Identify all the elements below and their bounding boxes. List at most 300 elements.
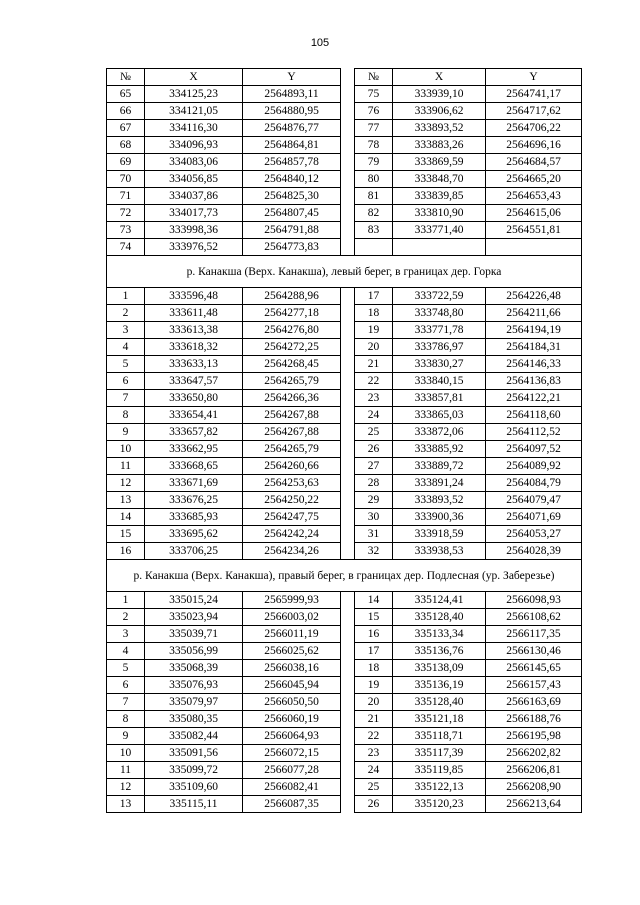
point-number <box>355 239 393 256</box>
column-separator <box>341 390 355 407</box>
table-row <box>107 171 582 188</box>
point-number: 17 <box>355 288 393 305</box>
x-coordinate: 333695,62 <box>145 526 243 543</box>
header-number: № <box>107 69 145 86</box>
point-number: 71 <box>107 188 145 205</box>
header-x: X <box>393 69 486 86</box>
y-coordinate: 2564234,26 <box>243 543 341 560</box>
y-coordinate: 2564684,57 <box>486 154 582 171</box>
y-coordinate: 2564089,92 <box>486 458 582 475</box>
x-coordinate: 333596,48 <box>145 288 243 305</box>
y-coordinate: 2566163,69 <box>486 694 582 711</box>
point-number: 67 <box>107 120 145 137</box>
point-number: 6 <box>107 373 145 390</box>
x-coordinate: 335068,39 <box>145 660 243 677</box>
coordinates-table-body <box>107 69 582 813</box>
column-separator <box>341 779 355 796</box>
table-row <box>107 745 582 762</box>
point-number: 16 <box>107 543 145 560</box>
y-coordinate: 2566188,76 <box>486 711 582 728</box>
table-row <box>107 103 582 120</box>
point-number: 6 <box>107 677 145 694</box>
point-number: 24 <box>355 762 393 779</box>
point-number: 70 <box>107 171 145 188</box>
x-coordinate: 333840,15 <box>393 373 486 390</box>
x-coordinate: 333885,92 <box>393 441 486 458</box>
point-number: 32 <box>355 543 393 560</box>
x-coordinate: 333706,25 <box>145 543 243 560</box>
point-number: 14 <box>107 509 145 526</box>
x-coordinate: 334125,23 <box>145 86 243 103</box>
x-coordinate: 333872,06 <box>393 424 486 441</box>
table-row <box>107 526 582 543</box>
y-coordinate: 2564267,88 <box>243 407 341 424</box>
x-coordinate: 333893,52 <box>393 492 486 509</box>
table-row <box>107 728 582 745</box>
column-separator <box>341 694 355 711</box>
y-coordinate: 2566011,19 <box>243 626 341 643</box>
point-number: 26 <box>355 441 393 458</box>
column-separator <box>341 356 355 373</box>
table-row <box>107 643 582 660</box>
y-coordinate: 2565999,93 <box>243 592 341 609</box>
column-separator <box>341 154 355 171</box>
y-coordinate: 2566077,28 <box>243 762 341 779</box>
x-coordinate: 335120,23 <box>393 796 486 813</box>
x-coordinate: 335117,39 <box>393 745 486 762</box>
point-number: 7 <box>107 694 145 711</box>
point-number: 76 <box>355 103 393 120</box>
table-header-row <box>107 69 582 86</box>
table-row <box>107 592 582 609</box>
table-row <box>107 543 582 560</box>
point-number: 26 <box>355 796 393 813</box>
table-row <box>107 288 582 305</box>
y-coordinate: 2566045,94 <box>243 677 341 694</box>
point-number: 5 <box>107 660 145 677</box>
y-coordinate: 2564028,39 <box>486 543 582 560</box>
y-coordinate: 2564079,47 <box>486 492 582 509</box>
x-coordinate: 335136,19 <box>393 677 486 694</box>
y-coordinate: 2564857,78 <box>243 154 341 171</box>
x-coordinate: 335080,35 <box>145 711 243 728</box>
point-number: 12 <box>107 779 145 796</box>
table-row <box>107 458 582 475</box>
column-separator <box>341 458 355 475</box>
column-separator <box>341 322 355 339</box>
x-coordinate: 335039,71 <box>145 626 243 643</box>
table-row <box>107 322 582 339</box>
x-coordinate <box>393 239 486 256</box>
y-coordinate: 2564741,17 <box>486 86 582 103</box>
x-coordinate: 333998,36 <box>145 222 243 239</box>
y-coordinate: 2564653,43 <box>486 188 582 205</box>
y-coordinate: 2566082,41 <box>243 779 341 796</box>
y-coordinate: 2564242,24 <box>243 526 341 543</box>
x-coordinate: 333657,82 <box>145 424 243 441</box>
x-coordinate: 333848,70 <box>393 171 486 188</box>
x-coordinate: 333891,24 <box>393 475 486 492</box>
point-number: 72 <box>107 205 145 222</box>
table-row <box>107 711 582 728</box>
table-row <box>107 779 582 796</box>
column-separator <box>341 288 355 305</box>
x-coordinate: 335122,13 <box>393 779 486 796</box>
table-row <box>107 441 582 458</box>
header-y: Y <box>486 69 582 86</box>
point-number: 10 <box>107 441 145 458</box>
y-coordinate: 2564097,52 <box>486 441 582 458</box>
y-coordinate: 2564260,66 <box>243 458 341 475</box>
y-coordinate: 2564265,79 <box>243 373 341 390</box>
x-coordinate: 335015,24 <box>145 592 243 609</box>
point-number: 8 <box>107 711 145 728</box>
x-coordinate: 335138,09 <box>393 660 486 677</box>
point-number: 8 <box>107 407 145 424</box>
x-coordinate: 333668,65 <box>145 458 243 475</box>
table-row <box>107 677 582 694</box>
table-row <box>107 86 582 103</box>
y-coordinate: 2566195,98 <box>486 728 582 745</box>
column-separator <box>341 69 355 86</box>
column-separator <box>341 609 355 626</box>
x-coordinate: 335121,18 <box>393 711 486 728</box>
column-separator <box>341 137 355 154</box>
y-coordinate: 2566145,65 <box>486 660 582 677</box>
y-coordinate: 2566098,93 <box>486 592 582 609</box>
point-number: 9 <box>107 424 145 441</box>
point-number: 18 <box>355 305 393 322</box>
x-coordinate: 333650,80 <box>145 390 243 407</box>
table-row <box>107 305 582 322</box>
column-separator <box>341 373 355 390</box>
point-number: 16 <box>355 626 393 643</box>
y-coordinate: 2566130,46 <box>486 643 582 660</box>
x-coordinate: 335082,44 <box>145 728 243 745</box>
y-coordinate: 2564184,31 <box>486 339 582 356</box>
point-number: 4 <box>107 339 145 356</box>
x-coordinate: 335115,11 <box>145 796 243 813</box>
point-number: 83 <box>355 222 393 239</box>
column-separator <box>341 660 355 677</box>
x-coordinate: 333857,81 <box>393 390 486 407</box>
y-coordinate: 2564146,33 <box>486 356 582 373</box>
section-heading-row <box>107 256 582 288</box>
y-coordinate: 2566025,62 <box>243 643 341 660</box>
point-number: 80 <box>355 171 393 188</box>
x-coordinate: 335079,97 <box>145 694 243 711</box>
y-coordinate: 2564696,16 <box>486 137 582 154</box>
y-coordinate: 2566208,90 <box>486 779 582 796</box>
point-number: 75 <box>355 86 393 103</box>
point-number: 15 <box>355 609 393 626</box>
point-number: 23 <box>355 745 393 762</box>
y-coordinate: 2564665,20 <box>486 171 582 188</box>
point-number: 3 <box>107 626 145 643</box>
x-coordinate: 334056,85 <box>145 171 243 188</box>
x-coordinate: 333771,40 <box>393 222 486 239</box>
column-separator <box>341 677 355 694</box>
y-coordinate: 2564276,80 <box>243 322 341 339</box>
table-row <box>107 694 582 711</box>
x-coordinate: 333830,27 <box>393 356 486 373</box>
point-number: 21 <box>355 356 393 373</box>
y-coordinate: 2564880,95 <box>243 103 341 120</box>
table-row <box>107 239 582 256</box>
y-coordinate: 2566064,93 <box>243 728 341 745</box>
x-coordinate: 335109,60 <box>145 779 243 796</box>
y-coordinate: 2564267,88 <box>243 424 341 441</box>
point-number: 13 <box>107 492 145 509</box>
point-number: 11 <box>107 458 145 475</box>
point-number: 21 <box>355 711 393 728</box>
y-coordinate: 2564112,52 <box>486 424 582 441</box>
point-number: 77 <box>355 120 393 137</box>
y-coordinate: 2564864,81 <box>243 137 341 154</box>
column-separator <box>341 475 355 492</box>
y-coordinate: 2566050,50 <box>243 694 341 711</box>
section-heading: р. Канакша (Верх. Канакша), левый берег, в границах дер. Горка <box>107 256 582 288</box>
y-coordinate: 2564250,22 <box>243 492 341 509</box>
column-separator <box>341 86 355 103</box>
table-row <box>107 660 582 677</box>
column-separator <box>341 103 355 120</box>
column-separator <box>341 509 355 526</box>
y-coordinate: 2564825,30 <box>243 188 341 205</box>
point-number: 65 <box>107 86 145 103</box>
x-coordinate: 333869,59 <box>393 154 486 171</box>
column-separator <box>341 205 355 222</box>
point-number: 66 <box>107 103 145 120</box>
point-number: 22 <box>355 373 393 390</box>
y-coordinate: 2566060,19 <box>243 711 341 728</box>
column-separator <box>341 339 355 356</box>
x-coordinate: 335128,40 <box>393 609 486 626</box>
y-coordinate: 2564288,96 <box>243 288 341 305</box>
column-separator <box>341 424 355 441</box>
column-separator <box>341 492 355 509</box>
y-coordinate: 2566038,16 <box>243 660 341 677</box>
x-coordinate: 334116,30 <box>145 120 243 137</box>
y-coordinate: 2564247,75 <box>243 509 341 526</box>
table-row <box>107 407 582 424</box>
x-coordinate: 333893,52 <box>393 120 486 137</box>
column-separator <box>341 239 355 256</box>
x-coordinate: 335119,85 <box>393 762 486 779</box>
table-row <box>107 390 582 407</box>
table-row <box>107 120 582 137</box>
y-coordinate: 2566072,15 <box>243 745 341 762</box>
point-number: 9 <box>107 728 145 745</box>
x-coordinate: 333647,57 <box>145 373 243 390</box>
y-coordinate: 2564266,36 <box>243 390 341 407</box>
y-coordinate: 2564551,81 <box>486 222 582 239</box>
column-separator <box>341 626 355 643</box>
y-coordinate: 2564211,66 <box>486 305 582 322</box>
y-coordinate: 2564118,60 <box>486 407 582 424</box>
point-number: 15 <box>107 526 145 543</box>
y-coordinate: 2564265,79 <box>243 441 341 458</box>
column-separator <box>341 407 355 424</box>
y-coordinate: 2566213,64 <box>486 796 582 813</box>
y-coordinate: 2564807,45 <box>243 205 341 222</box>
table-row <box>107 154 582 171</box>
y-coordinate <box>486 239 582 256</box>
point-number: 20 <box>355 694 393 711</box>
table-row <box>107 509 582 526</box>
section-heading-row <box>107 560 582 592</box>
x-coordinate: 333883,26 <box>393 137 486 154</box>
table-row <box>107 424 582 441</box>
point-number: 82 <box>355 205 393 222</box>
column-separator <box>341 592 355 609</box>
point-number: 12 <box>107 475 145 492</box>
x-coordinate: 335056,99 <box>145 643 243 660</box>
point-number: 29 <box>355 492 393 509</box>
x-coordinate: 334037,86 <box>145 188 243 205</box>
point-number: 23 <box>355 390 393 407</box>
y-coordinate: 2564253,63 <box>243 475 341 492</box>
x-coordinate: 333771,78 <box>393 322 486 339</box>
x-coordinate: 335099,72 <box>145 762 243 779</box>
coordinates-table <box>106 68 582 813</box>
column-separator <box>341 120 355 137</box>
point-number: 14 <box>355 592 393 609</box>
x-coordinate: 335091,56 <box>145 745 243 762</box>
point-number: 31 <box>355 526 393 543</box>
x-coordinate: 335133,34 <box>393 626 486 643</box>
point-number: 2 <box>107 609 145 626</box>
x-coordinate: 333906,62 <box>393 103 486 120</box>
y-coordinate: 2564893,11 <box>243 86 341 103</box>
point-number: 19 <box>355 322 393 339</box>
y-coordinate: 2564268,45 <box>243 356 341 373</box>
point-number: 13 <box>107 796 145 813</box>
y-coordinate: 2566206,81 <box>486 762 582 779</box>
y-coordinate: 2566108,62 <box>486 609 582 626</box>
point-number: 4 <box>107 643 145 660</box>
y-coordinate: 2566003,02 <box>243 609 341 626</box>
column-separator <box>341 526 355 543</box>
x-coordinate: 333633,13 <box>145 356 243 373</box>
column-separator <box>341 711 355 728</box>
point-number: 81 <box>355 188 393 205</box>
point-number: 1 <box>107 592 145 609</box>
y-coordinate: 2564840,12 <box>243 171 341 188</box>
x-coordinate: 335136,76 <box>393 643 486 660</box>
table-row <box>107 626 582 643</box>
point-number: 74 <box>107 239 145 256</box>
point-number: 30 <box>355 509 393 526</box>
point-number: 78 <box>355 137 393 154</box>
x-coordinate: 333918,59 <box>393 526 486 543</box>
y-coordinate: 2564136,83 <box>486 373 582 390</box>
x-coordinate: 333900,36 <box>393 509 486 526</box>
x-coordinate: 334017,73 <box>145 205 243 222</box>
y-coordinate: 2566117,35 <box>486 626 582 643</box>
table-row <box>107 339 582 356</box>
x-coordinate: 333865,03 <box>393 407 486 424</box>
table-row <box>107 137 582 154</box>
point-number: 17 <box>355 643 393 660</box>
column-separator <box>341 745 355 762</box>
y-coordinate: 2564194,19 <box>486 322 582 339</box>
point-number: 27 <box>355 458 393 475</box>
column-separator <box>341 543 355 560</box>
column-separator <box>341 222 355 239</box>
y-coordinate: 2564706,22 <box>486 120 582 137</box>
y-coordinate: 2564277,18 <box>243 305 341 322</box>
x-coordinate: 333611,48 <box>145 305 243 322</box>
x-coordinate: 333613,38 <box>145 322 243 339</box>
table-row <box>107 475 582 492</box>
point-number: 2 <box>107 305 145 322</box>
column-separator <box>341 441 355 458</box>
column-separator <box>341 188 355 205</box>
point-number: 7 <box>107 390 145 407</box>
column-separator <box>341 171 355 188</box>
table-row <box>107 762 582 779</box>
point-number: 19 <box>355 677 393 694</box>
x-coordinate: 333618,32 <box>145 339 243 356</box>
y-coordinate: 2566202,82 <box>486 745 582 762</box>
point-number: 22 <box>355 728 393 745</box>
x-coordinate: 335128,40 <box>393 694 486 711</box>
table-row <box>107 609 582 626</box>
table-row <box>107 222 582 239</box>
x-coordinate: 335023,94 <box>145 609 243 626</box>
y-coordinate: 2564615,06 <box>486 205 582 222</box>
x-coordinate: 333654,41 <box>145 407 243 424</box>
point-number: 79 <box>355 154 393 171</box>
header-x: X <box>145 69 243 86</box>
x-coordinate: 333676,25 <box>145 492 243 509</box>
x-coordinate: 333662,95 <box>145 441 243 458</box>
point-number: 28 <box>355 475 393 492</box>
y-coordinate: 2564226,48 <box>486 288 582 305</box>
y-coordinate: 2564876,77 <box>243 120 341 137</box>
table-row <box>107 356 582 373</box>
page-number: 105 <box>310 37 330 49</box>
point-number: 69 <box>107 154 145 171</box>
column-separator <box>341 796 355 813</box>
x-coordinate: 335118,71 <box>393 728 486 745</box>
table-row <box>107 205 582 222</box>
point-number: 11 <box>107 762 145 779</box>
y-coordinate: 2564122,21 <box>486 390 582 407</box>
y-coordinate: 2564084,79 <box>486 475 582 492</box>
x-coordinate: 334083,06 <box>145 154 243 171</box>
x-coordinate: 334121,05 <box>145 103 243 120</box>
y-coordinate: 2564272,25 <box>243 339 341 356</box>
point-number: 24 <box>355 407 393 424</box>
x-coordinate: 333671,69 <box>145 475 243 492</box>
x-coordinate: 333976,52 <box>145 239 243 256</box>
point-number: 73 <box>107 222 145 239</box>
table-row <box>107 373 582 390</box>
x-coordinate: 333889,72 <box>393 458 486 475</box>
y-coordinate: 2564791,88 <box>243 222 341 239</box>
y-coordinate: 2564717,62 <box>486 103 582 120</box>
point-number: 68 <box>107 137 145 154</box>
y-coordinate: 2566087,35 <box>243 796 341 813</box>
x-coordinate: 333839,85 <box>393 188 486 205</box>
table-row <box>107 492 582 509</box>
y-coordinate: 2564053,27 <box>486 526 582 543</box>
x-coordinate: 333722,59 <box>393 288 486 305</box>
y-coordinate: 2564071,69 <box>486 509 582 526</box>
x-coordinate: 333685,93 <box>145 509 243 526</box>
